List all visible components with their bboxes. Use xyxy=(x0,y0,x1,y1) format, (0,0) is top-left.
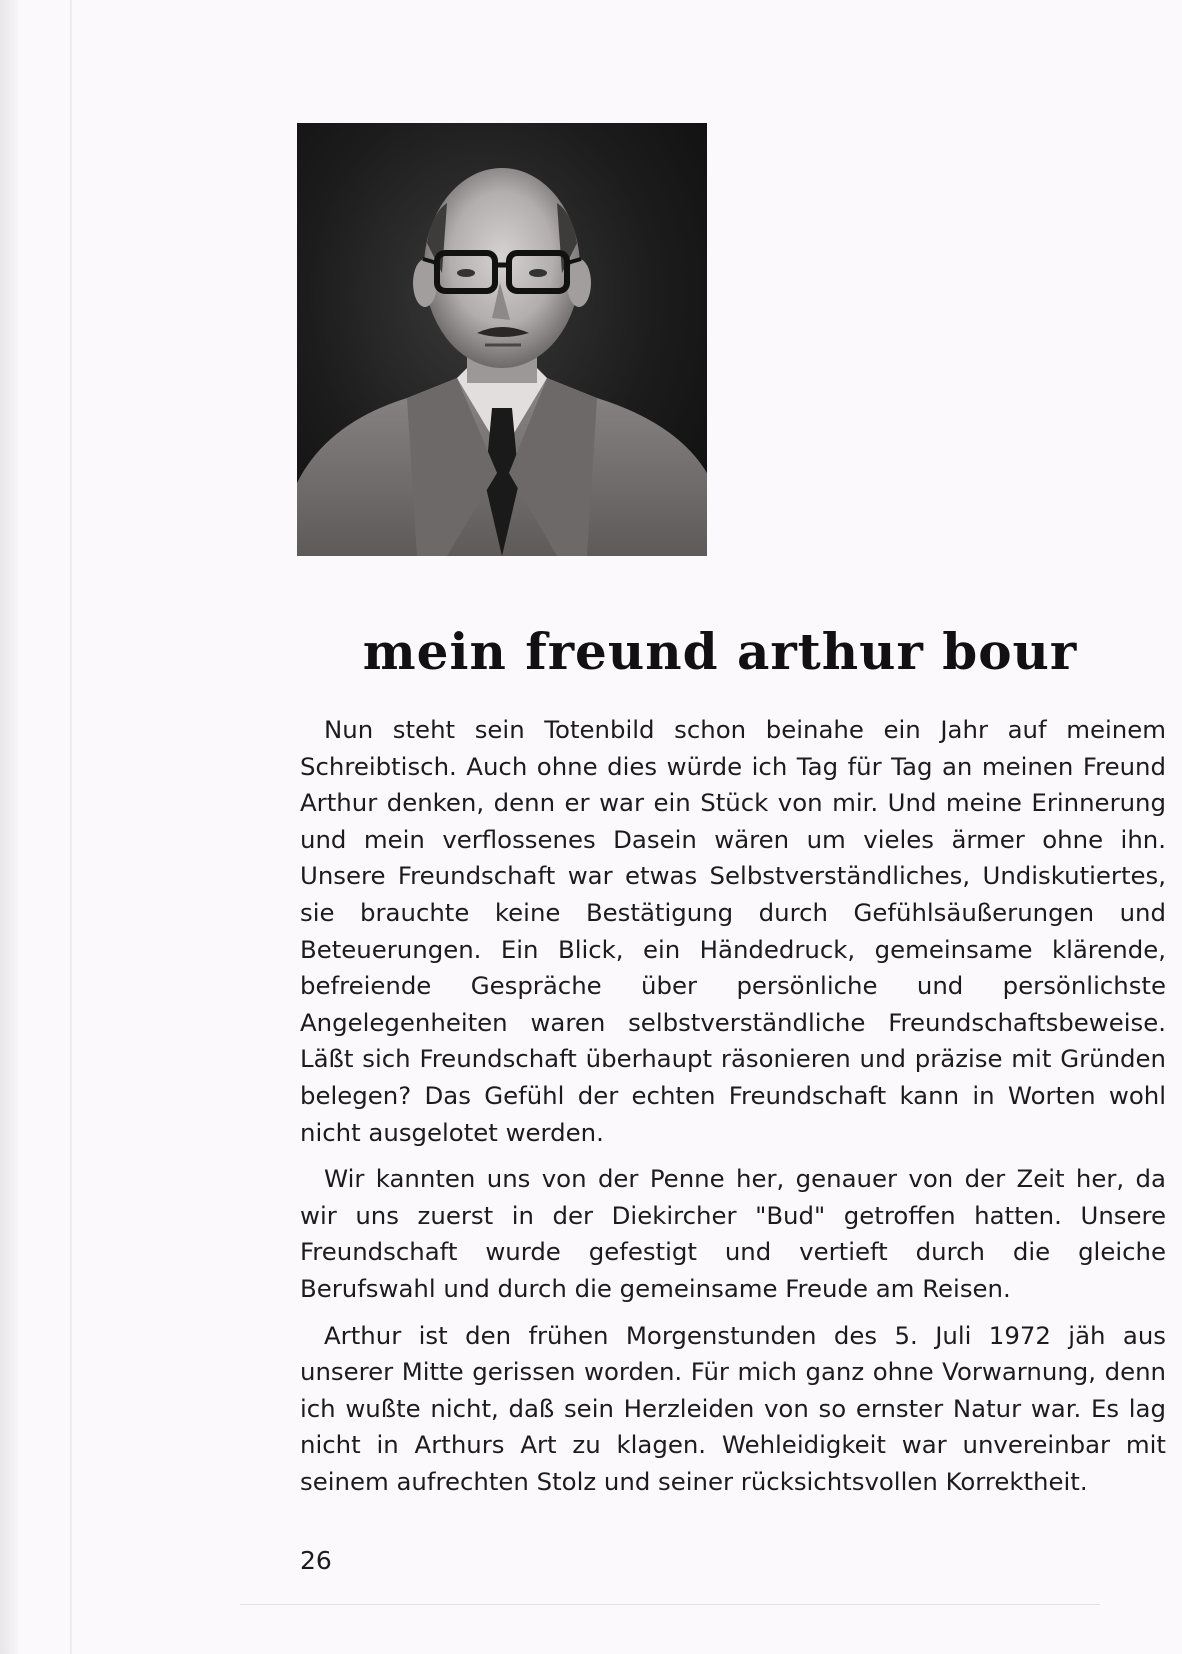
page-number: 26 xyxy=(300,1546,332,1575)
portrait-photo xyxy=(297,123,707,556)
page-fold-line xyxy=(70,0,72,1654)
page-bottom-rule xyxy=(240,1604,1100,1605)
page-binding-edge xyxy=(0,0,18,1654)
article-title: mein freund arthur bour xyxy=(362,622,1078,681)
paragraph-3: Arthur ist den frühen Morgenstunden des 5. Juli 1972 jäh aus unserer Mitte gerissen worden. Für mich ganz ohne Vorwarnung, denn ich wußte nicht, daß sein Herzleiden von so ernster Natur war. Es lag nicht in Arthurs Art zu klagen. Wehleidigkeit war unvereinbar mit seinem aufrechten Stolz und seiner rücksichtsvollen Korrektheit. xyxy=(300,1320,1166,1496)
article-body xyxy=(300,712,1166,1510)
paragraph-1: Nun steht sein Totenbild schon beinahe ein Jahr auf meinem Schreibtisch. Auch ohne dies würde ich Tag für Tag an meinen Freund Arthur denken, denn er war ein Stück von mir. Und meine Erinnerung und mein verflossenes Dasein wären um vieles ärmer ohne ihn. Unsere Freundschaft war etwas Selbstverständliches, Undiskutiertes, sie brauchte keine Bestätigung durch Gefühlsäußerungen und Beteuerungen. Ein Blick, ein Händedruck, gemeinsame klärende, befreiende Gespräche über persönliche und persönlichste Angelegenheiten waren selbstverständliche Freundschaftsbeweise. Läßt sich Freundschaft überhaupt räsonieren und präzise mit Gründen belegen? Das Gefühl der echten Freundschaft kann in Worten wohl nicht ausgelotet werden. xyxy=(300,715,1166,1147)
paragraph-2: Wir kannten uns von der Penne her, genauer von der Zeit her, da wir uns zuerst in der Diekircher "Bud" getroffen hatten. Unsere Freundschaft wurde gefestigt und vertieft durch die gleiche Berufswahl und durch die gemeinsame Freude am Reisen. xyxy=(300,1164,1166,1303)
